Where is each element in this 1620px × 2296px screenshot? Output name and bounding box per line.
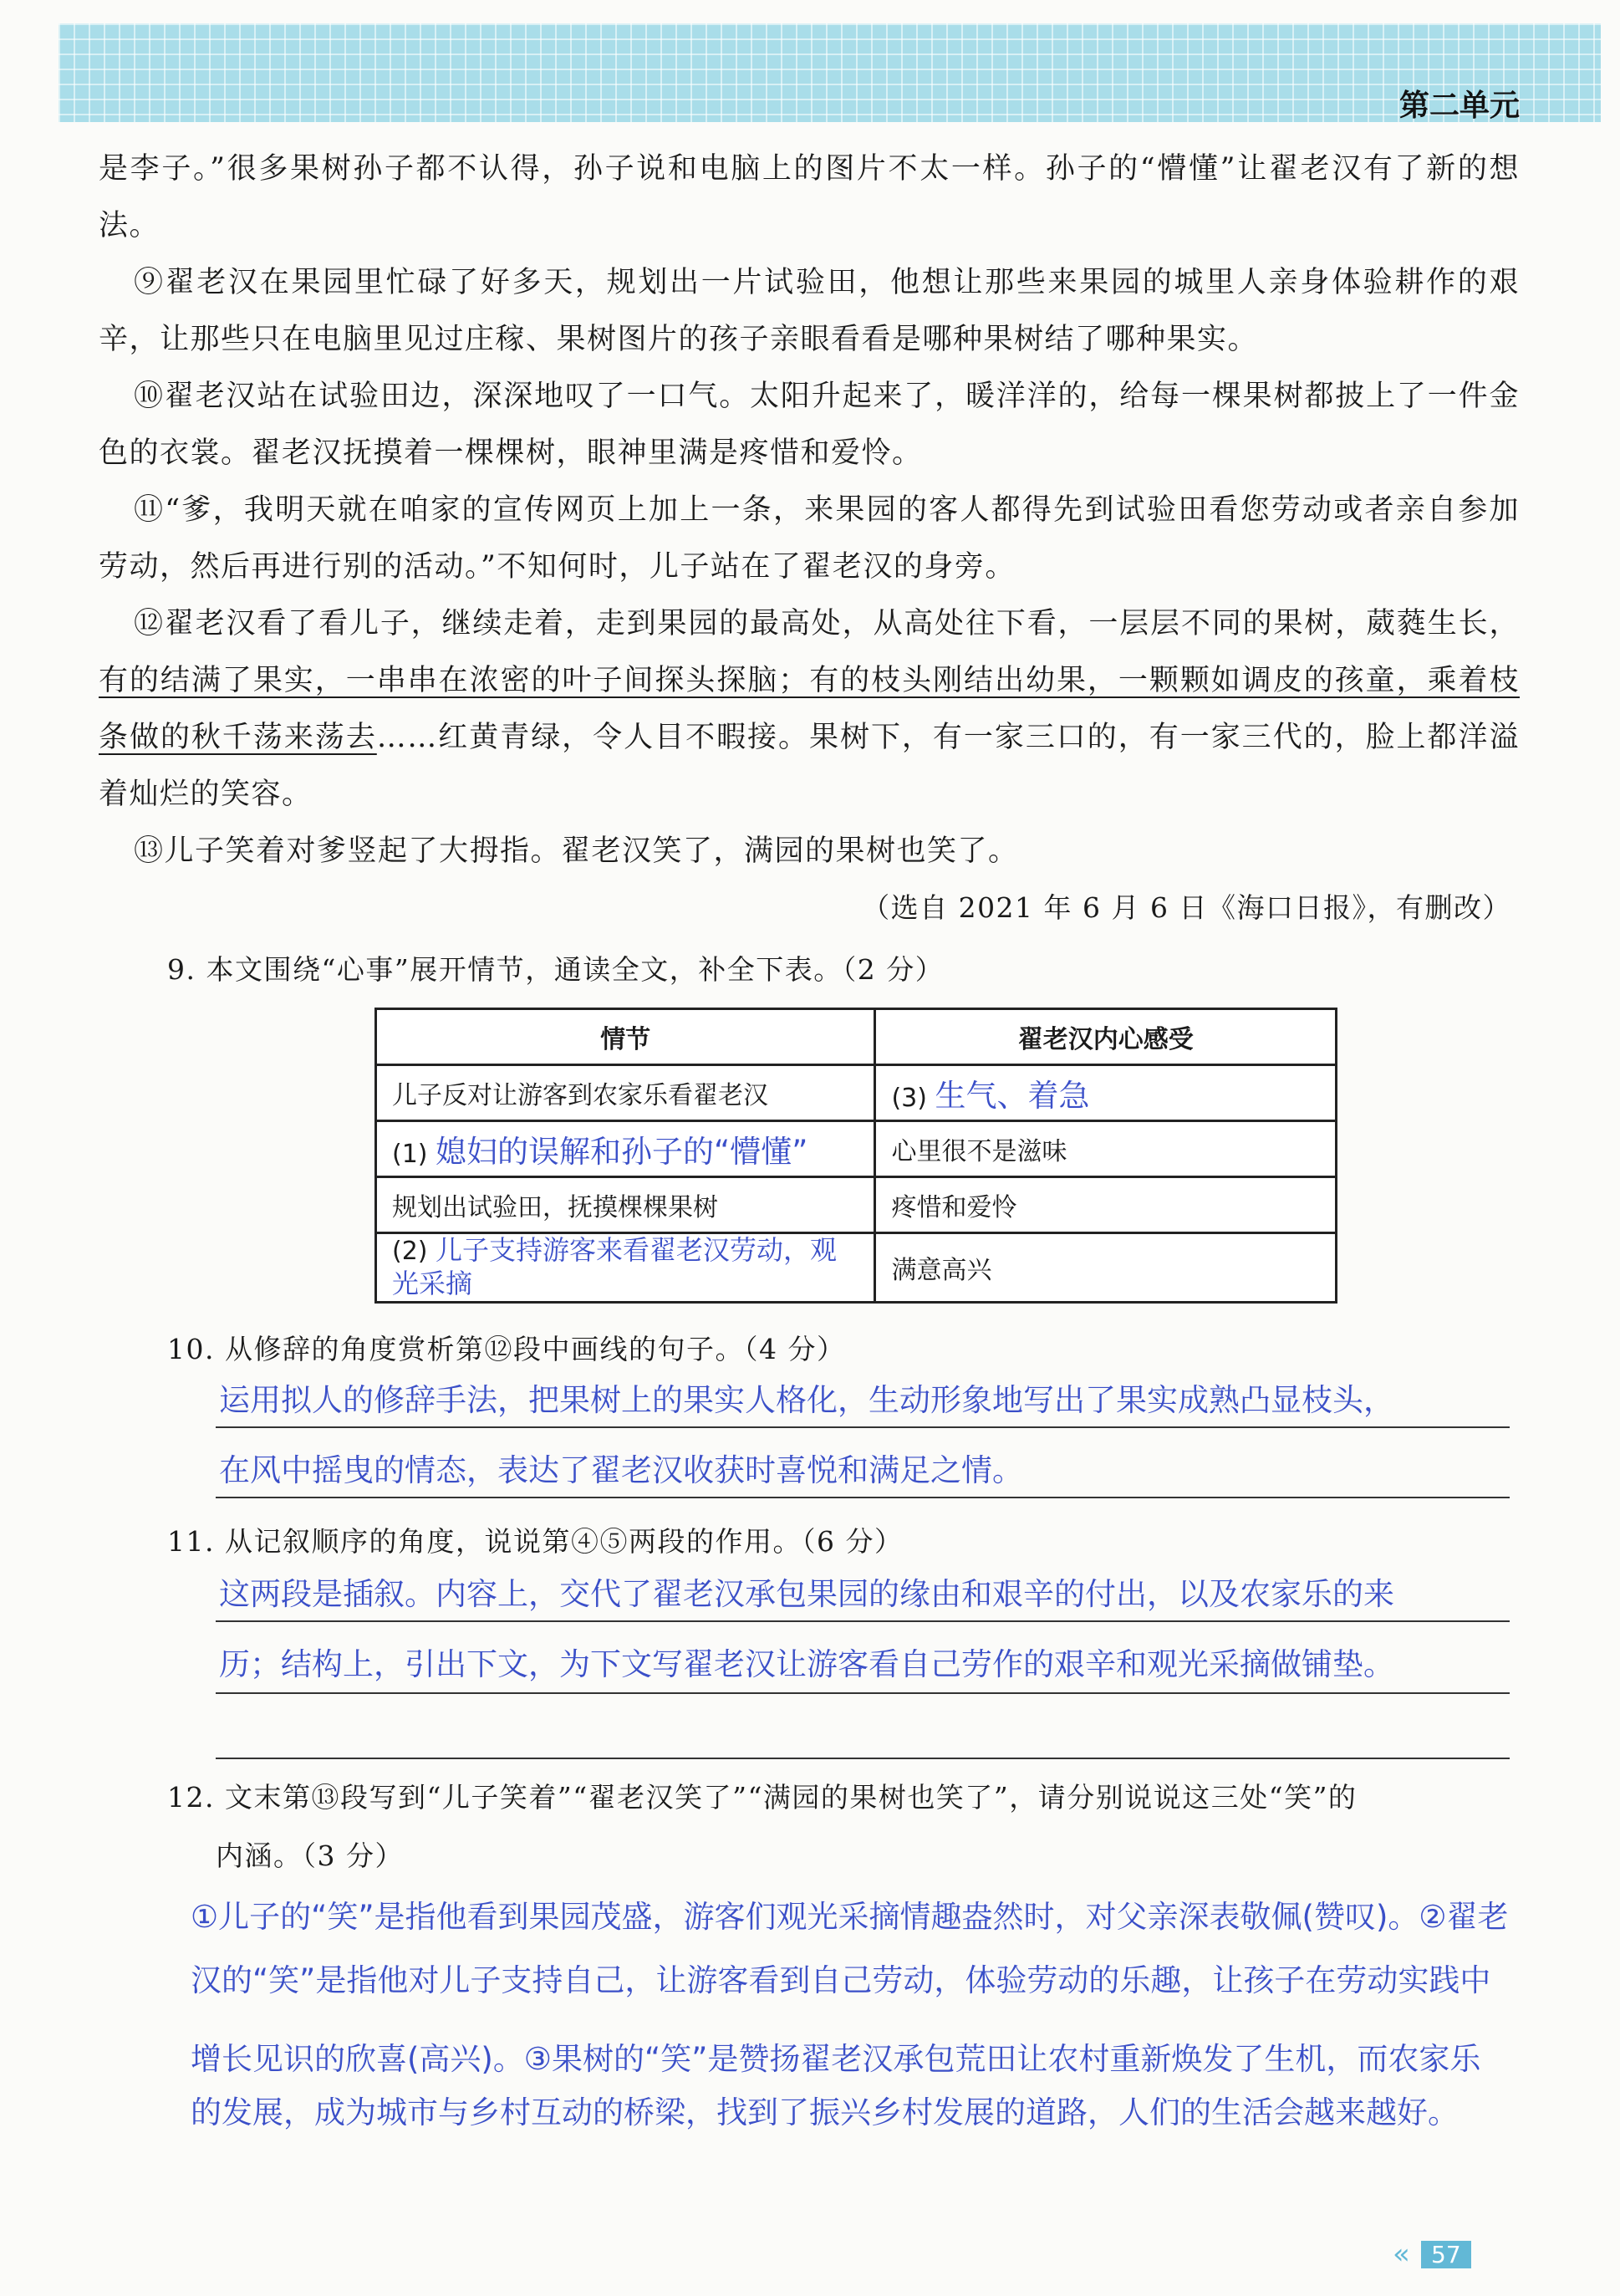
p12-underlined-sentence: 有的结满了果实，一串串在浓密的叶子间探头探脑；有的枝头刚结出幼果，一颗颗如调皮的孩童，乘着枝条做的秋千荡来荡去 — [99, 664, 1520, 754]
source-citation: （选自 2021 年 6 月 6 日《海口日报》，有删改） — [862, 891, 1511, 924]
page-arrow-icon: « — [1393, 2237, 1410, 2271]
p12-text-a: ⑫翟老汉看了看儿子，继续走着，走到果园的最高处，从高处往下看，一层层不同的果树，葳蕤生长， — [134, 607, 1520, 640]
question-12-prompt-line-1: 12. 文末第⑬段写到“儿子笑着”“翟老汉笑了”“满园的果树也笑了”，请分别说说这三处“笑”的 — [167, 1781, 1358, 1814]
q12-answer-line-2: 汉的“笑”是指他对儿子支持自己，让游客看到自己劳动，体验劳动的乐趣，让孩子在劳动实践中 — [191, 1962, 1491, 1998]
answer-rule — [216, 1692, 1510, 1694]
feeling-cell: 疼惜和爱怜 — [875, 1177, 1337, 1233]
q11-answer-line-2: 历；结构上，引出下文，为下文写翟老汉让游客看自己劳作的艰辛和观光采摘做铺垫。 — [219, 1646, 1394, 1682]
question-10-prompt: 10. 从修辞的角度赏析第⑫段中画线的句子。（4 分） — [167, 1333, 846, 1365]
passage-paragraph-11: ⑪“爹，我明天就在咱家的宣传网页上加上一条，来果园的客人都得先到试验田看您劳动或者亲自参加劳动，然后再进行别的活动。”不知何时，儿子站在了翟老汉的身旁。 — [99, 493, 1520, 584]
q12-answer-line-4: 的发展，成为城市与乡村互动的桥梁，找到了振兴乡村发展的道路，人们的生活会越来越好。 — [191, 2094, 1459, 2130]
table-row — [376, 1121, 1337, 1177]
table-row — [376, 1065, 1337, 1121]
header-feeling: 翟老汉内心感受 — [875, 1009, 1337, 1065]
passage-paragraph-13: ⑬儿子笑着对爹竖起了大拇指。翟老汉笑了，满园的果树也笑了。 — [134, 834, 1019, 868]
blank-label: (3) — [891, 1084, 927, 1113]
answer-rule — [216, 1497, 1510, 1498]
table-row — [376, 1177, 1337, 1233]
feeling-cell: 满意高兴 — [875, 1233, 1337, 1303]
answer-rule — [216, 1426, 1510, 1428]
plot-cell: 规划出试验田，抚摸棵棵果树 — [376, 1177, 875, 1233]
header-band — [59, 23, 1601, 122]
question-9-prompt: 9. 本文围绕“心事”展开情节，通读全文，补全下表。（2 分） — [167, 953, 945, 986]
answer-rule — [216, 1758, 1510, 1759]
blank-label: (2) — [392, 1237, 428, 1266]
feeling-cell[interactable] — [875, 1065, 1337, 1121]
unit-title: 第二单元 — [1398, 89, 1520, 123]
feeling-cell: 心里很不是滋味 — [875, 1121, 1337, 1177]
passage-paragraph-continued: 是李子。”很多果树孙子都不认得，孙子说和电脑上的图片不太一样。孙子的“懵懂”让翟老汉有了新的想法。 — [99, 152, 1520, 242]
plot-table — [374, 1008, 1337, 1304]
passage-paragraph-10: ⑩翟老汉站在试验田边，深深地叹了一口气。太阳升起来了，暖洋洋的，给每一棵果树都披上了一件金色的衣裳。翟老汉抚摸着一棵棵树，眼神里满是疼惜和爱怜。 — [99, 380, 1520, 470]
passage-paragraph-9: ⑨翟老汉在果园里忙碌了好多天，规划出一片试验田，他想让那些来果园的城里人亲身体验耕作的艰辛，让那些只在电脑里见过庄稼、果树图片的孩子亲眼看看是哪种果树结了哪种果实。 — [99, 266, 1520, 356]
question-11-prompt: 11. 从记叙顺序的角度，说说第④⑤两段的作用。（6 分） — [167, 1525, 904, 1558]
plot-cell[interactable] — [376, 1233, 875, 1303]
q10-answer-line-1: 运用拟人的修辞手法，把果树上的果实人格化，生动形象地写出了果实成熟凸显枝头， — [219, 1382, 1394, 1418]
q12-answer-line-1: ①儿子的“笑”是指他看到果园茂盛，游客们观光采摘情趣盎然时，对父亲深表敬佩(赞叹)。②翟老 — [191, 1899, 1509, 1935]
q11-answer-line-1: 这两段是插叙。内容上，交代了翟老汉承包果园的缘由和艰辛的付出，以及农家乐的来 — [219, 1576, 1394, 1612]
table-header-row — [376, 1009, 1337, 1065]
q10-answer-line-2: 在风中摇曳的情态，表达了翟老汉收获时喜悦和满足之情。 — [219, 1452, 1023, 1488]
table-row — [376, 1233, 1337, 1303]
passage-paragraph-12 — [99, 595, 1520, 823]
answer-rule — [216, 1620, 1510, 1622]
handwritten-answer-3: 生气、着急 — [935, 1078, 1090, 1114]
handwritten-answer-2: 儿子支持游客来看翟老汉劳动，观光采摘 — [392, 1234, 838, 1299]
p12-text-b: ……红黄青绿，令人目不暇接。果树下，有一家三口的，有一家三代的，脸上都洋溢着灿烂的笑容。 — [99, 721, 1520, 811]
plot-cell: 儿子反对让游客到农家乐看翟老汉 — [376, 1065, 875, 1121]
handwritten-answer-1: 媳妇的误解和孙子的“懵懂” — [436, 1134, 808, 1170]
blank-label: (1) — [392, 1140, 428, 1169]
q12-answer-line-3: 增长见识的欣喜(高兴)。③果树的“笑”是赞扬翟老汉承包荒田让农村重新焕发了生机，而农家乐 — [191, 2041, 1481, 2077]
header-plot: 情节 — [376, 1009, 875, 1065]
page-number: 57 — [1421, 2241, 1471, 2268]
plot-cell[interactable] — [376, 1121, 875, 1177]
question-12-prompt-line-2: 内涵。（3 分） — [216, 1839, 404, 1872]
